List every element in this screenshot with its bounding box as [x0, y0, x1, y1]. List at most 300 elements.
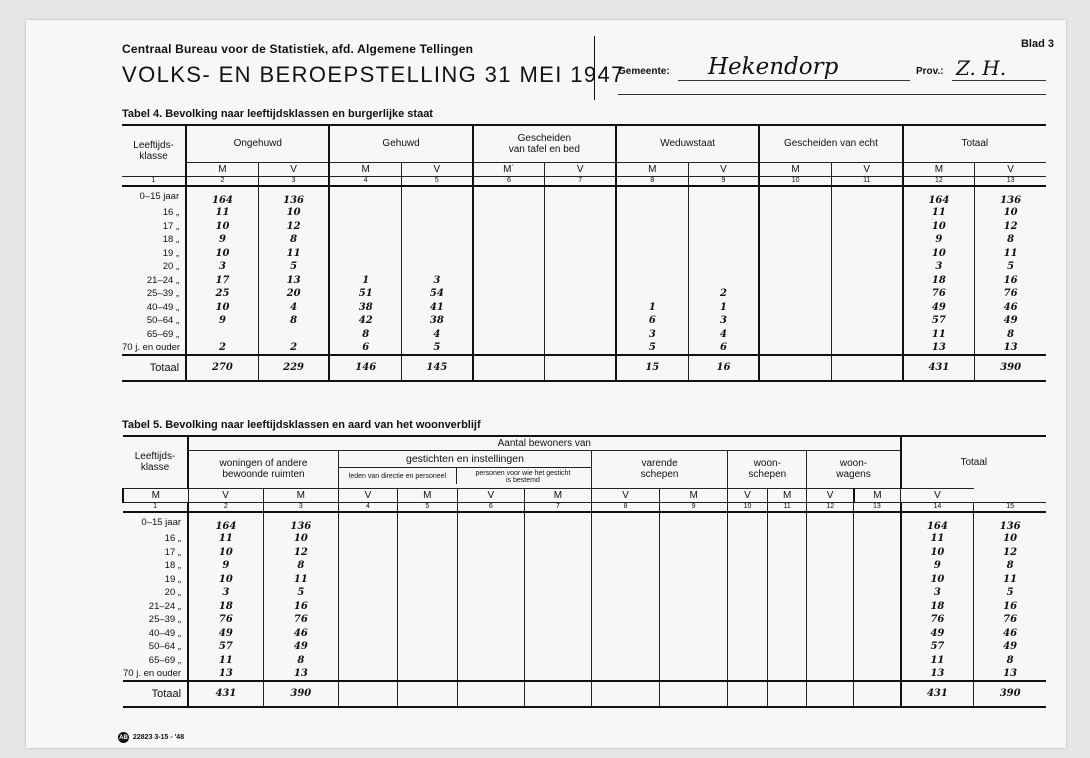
t5-value-cell: [807, 600, 854, 614]
t4-row: [122, 301, 1046, 315]
t4-value-cell: 57: [903, 314, 975, 328]
t5-value-cell: [338, 559, 397, 573]
t4-row: [122, 287, 1046, 301]
t4-value-cell: [759, 314, 831, 328]
t5-col-number: 8: [591, 502, 659, 512]
t5-value-cell: [728, 559, 768, 573]
t4-value-cell: 16: [975, 274, 1046, 288]
t5-value-cell: [524, 559, 591, 573]
t4-value-cell: 10: [258, 206, 329, 220]
t4-value-cell: 25: [186, 287, 258, 301]
t5-value-cell: 11: [901, 654, 974, 668]
t5-value-cell: 136: [263, 512, 338, 532]
t5-value-cell: [660, 640, 728, 654]
prov-label: Prov.:: [916, 66, 944, 77]
t5-value-cell: [767, 600, 807, 614]
t5-value-cell: 57: [188, 640, 263, 654]
t4-value-cell: [545, 186, 616, 206]
t5-value-cell: [591, 613, 659, 627]
t5-value-cell: 3: [188, 586, 263, 600]
t4-mv-header: M: [186, 162, 258, 176]
t4-row: [122, 186, 1046, 206]
t5-value-cell: [338, 600, 397, 614]
t5-col-number: 1: [123, 502, 188, 512]
t5-age-class: 50–64 „: [148, 641, 182, 653]
t5-value-cell: [807, 546, 854, 560]
t4-value-cell: [329, 247, 401, 261]
t4-total-cell: [473, 355, 545, 381]
t4-value-cell: 9: [903, 233, 975, 247]
t5-value-cell: [524, 654, 591, 668]
t4-value-cell: 5: [616, 341, 688, 355]
t4-value-cell: 54: [402, 287, 473, 301]
t4-value-cell: [759, 287, 831, 301]
t4-value-cell: [688, 220, 759, 234]
t4-value-cell: [329, 233, 401, 247]
t4-value-cell: [616, 260, 688, 274]
t5-value-cell: [660, 586, 728, 600]
t5-value-cell: 164: [901, 512, 974, 532]
t4-value-cell: 38: [402, 314, 473, 328]
t4-value-cell: [545, 341, 616, 355]
t4-value-cell: [402, 247, 473, 261]
t5-value-cell: [524, 613, 591, 627]
t4-col-number: 5: [402, 176, 473, 186]
t4-value-cell: [831, 247, 902, 261]
t5-value-cell: [807, 532, 854, 546]
printer-logo-icon: AB: [118, 732, 129, 743]
t5-value-cell: [854, 512, 901, 532]
t5-total-cell: [728, 681, 768, 707]
t5-value-cell: [457, 546, 524, 560]
t5-mv-header: V: [457, 488, 524, 502]
t5-value-cell: [767, 559, 807, 573]
t4-value-cell: 3: [903, 260, 975, 274]
gemeente-underline: [678, 80, 910, 81]
t4-value-cell: [759, 206, 831, 220]
t4-value-cell: 8: [258, 233, 329, 247]
t5-row: [123, 613, 1046, 627]
t5-value-cell: [338, 640, 397, 654]
t5-total-label: Totaal: [123, 681, 188, 707]
t5-value-cell: 13: [901, 667, 974, 681]
t5-value-cell: [660, 512, 728, 532]
t4-age-class: 70 j. en ouder: [122, 341, 181, 353]
t5-value-cell: [524, 573, 591, 587]
t5-total-cell: [338, 681, 397, 707]
t4-value-cell: [545, 206, 616, 220]
t5-value-cell: 49: [901, 627, 974, 641]
t5-total-cell: [457, 681, 524, 707]
t4-row: [122, 314, 1046, 328]
t4-col-number: 11: [831, 176, 902, 186]
t5-value-cell: 49: [263, 640, 338, 654]
t5-row: [123, 573, 1046, 587]
t4-value-cell: [831, 287, 902, 301]
t5-value-cell: [807, 559, 854, 573]
t5-row: [123, 546, 1046, 560]
t5-gest-sub-directie: leden van directie en personeel: [339, 468, 457, 484]
t4-value-cell: [329, 260, 401, 274]
t4-value-cell: [688, 274, 759, 288]
t4-row: [122, 260, 1046, 274]
t5-mv-header: M: [767, 488, 807, 502]
t4-age-class: 17 „: [162, 220, 180, 232]
t5-value-cell: [591, 586, 659, 600]
table5-caption: Tabel 5. Bevolking naar leeftijdsklassen en aard van het woonverblijf: [122, 419, 481, 431]
t4-age-class: 25–39 „: [146, 288, 180, 300]
t5-value-cell: [854, 586, 901, 600]
t5-value-cell: [660, 667, 728, 681]
t5-value-cell: [728, 546, 768, 560]
t4-value-cell: 11: [903, 328, 975, 342]
t4-col-number: 9: [688, 176, 759, 186]
prov-underline: [952, 80, 1046, 81]
t5-value-cell: [397, 559, 457, 573]
table4-burgerlijke-staat: [122, 124, 1046, 382]
t4-value-cell: [831, 220, 902, 234]
t5-value-cell: [767, 586, 807, 600]
t4-value-cell: 11: [975, 247, 1046, 261]
t5-age-class: 20 „: [164, 587, 182, 599]
t5-value-cell: [397, 512, 457, 532]
t5-col-number: 15: [974, 502, 1046, 512]
t5-total-cell: 390: [263, 681, 338, 707]
t5-age-class: 0–15 jaar: [141, 517, 182, 528]
t5-total-cell: 431: [188, 681, 263, 707]
t4-total-cell: 270: [186, 355, 258, 381]
t5-value-cell: 76: [188, 613, 263, 627]
t4-value-cell: [258, 328, 329, 342]
t4-value-cell: 136: [975, 186, 1046, 206]
t4-value-cell: [473, 220, 545, 234]
t5-total-cell: [854, 681, 901, 707]
t4-age-class: 19 „: [162, 247, 180, 259]
t5-value-cell: [397, 667, 457, 681]
t5-value-cell: [591, 667, 659, 681]
t5-mv-header: V: [807, 488, 854, 502]
t4-value-cell: 13: [258, 274, 329, 288]
t5-value-cell: [728, 532, 768, 546]
t5-value-cell: [728, 586, 768, 600]
t5-value-cell: [338, 667, 397, 681]
t4-value-cell: 38: [329, 301, 401, 315]
t5-group-woningen: woningen of andere bewoonde ruimten: [188, 450, 338, 488]
t5-row: [123, 532, 1046, 546]
t5-value-cell: [807, 627, 854, 641]
census-form-sheet: [26, 20, 1066, 748]
t4-value-cell: 1: [688, 301, 759, 315]
t5-value-cell: [524, 640, 591, 654]
t4-value-cell: [831, 341, 902, 355]
t4-group-gescheiden-tafel-bed: Gescheiden van tafel en bed: [473, 125, 616, 162]
t5-value-cell: 49: [188, 627, 263, 641]
t5-value-cell: [854, 600, 901, 614]
t4-col-number: 6: [473, 176, 545, 186]
t4-age-class: 18 „: [162, 234, 180, 246]
t4-value-cell: 49: [975, 314, 1046, 328]
t4-age-class: 40–49 „: [146, 301, 180, 313]
t4-value-cell: 76: [975, 287, 1046, 301]
t5-value-cell: 8: [974, 559, 1046, 573]
t4-value-cell: 17: [186, 274, 258, 288]
t4-row: [122, 206, 1046, 220]
t5-value-cell: 16: [263, 600, 338, 614]
t4-age-class: 50–64 „: [146, 315, 180, 327]
t5-value-cell: 13: [188, 667, 263, 681]
t5-value-cell: 10: [901, 573, 974, 587]
t4-value-cell: 18: [903, 274, 975, 288]
t5-value-cell: [397, 613, 457, 627]
t4-value-cell: [329, 206, 401, 220]
t4-value-cell: 164: [903, 186, 975, 206]
t4-value-cell: [402, 206, 473, 220]
t5-total-cell: [807, 681, 854, 707]
t5-value-cell: [854, 532, 901, 546]
t5-total-cell: [767, 681, 807, 707]
t5-col-number: 13: [854, 502, 901, 512]
t4-value-cell: 10: [186, 247, 258, 261]
t5-value-cell: [854, 627, 901, 641]
t5-age-class: 16 „: [164, 533, 182, 545]
t4-mv-header: V: [975, 162, 1046, 176]
t5-value-cell: 12: [974, 546, 1046, 560]
t4-value-cell: 3: [616, 328, 688, 342]
t4-total-cell: [759, 355, 831, 381]
t4-mv-header: V: [258, 162, 329, 176]
t4-value-cell: [473, 206, 545, 220]
t4-col-number: 2: [186, 176, 258, 186]
t4-total-cell: 16: [688, 355, 759, 381]
t4-value-cell: [473, 233, 545, 247]
t4-value-cell: 10: [903, 220, 975, 234]
t5-value-cell: 11: [974, 573, 1046, 587]
t4-row: [122, 233, 1046, 247]
t4-value-cell: [473, 260, 545, 274]
t4-value-cell: [402, 220, 473, 234]
t5-value-cell: [524, 667, 591, 681]
t5-value-cell: 46: [263, 627, 338, 641]
t5-row: [123, 559, 1046, 573]
t5-value-cell: [728, 600, 768, 614]
t4-value-cell: [545, 314, 616, 328]
t5-col-number: 7: [524, 502, 591, 512]
t5-value-cell: [397, 532, 457, 546]
t5-value-cell: [338, 654, 397, 668]
t5-total-cell: [397, 681, 457, 707]
t4-age-class: 0–15 jaar: [139, 191, 180, 202]
t5-value-cell: [854, 546, 901, 560]
t4-value-cell: 13: [975, 341, 1046, 355]
t5-value-cell: [854, 667, 901, 681]
t5-value-cell: [338, 586, 397, 600]
prov-value: Z. H.: [956, 56, 1007, 80]
t5-age-class: 65–69 „: [148, 654, 182, 666]
t5-value-cell: 10: [188, 573, 263, 587]
table5-woonverblijf: [122, 435, 1046, 708]
t4-group-gehuwd: Gehuwd: [329, 125, 472, 162]
t4-value-cell: [402, 260, 473, 274]
t5-value-cell: 18: [901, 600, 974, 614]
t5-value-cell: 10: [901, 546, 974, 560]
t5-col-number: 10: [728, 502, 768, 512]
t4-value-cell: 6: [616, 314, 688, 328]
t4-col-number: 4: [329, 176, 401, 186]
t4-value-cell: [831, 233, 902, 247]
t4-col-number: 10: [759, 176, 831, 186]
t4-value-cell: 1: [616, 301, 688, 315]
t4-value-cell: [402, 186, 473, 206]
t5-row: [123, 586, 1046, 600]
gemeente-value: Hekendorp: [708, 54, 839, 80]
t5-value-cell: 9: [188, 559, 263, 573]
t4-mv-header: M˙: [473, 162, 545, 176]
t5-value-cell: [338, 546, 397, 560]
t5-value-cell: [767, 627, 807, 641]
t5-value-cell: 10: [974, 532, 1046, 546]
t5-value-cell: [591, 640, 659, 654]
t4-value-cell: [473, 247, 545, 261]
t5-mv-header: M: [660, 488, 728, 502]
t5-mv-header: M: [524, 488, 591, 502]
t4-value-cell: [759, 260, 831, 274]
t4-value-cell: [831, 301, 902, 315]
t5-value-cell: 76: [974, 613, 1046, 627]
t4-value-cell: 76: [903, 287, 975, 301]
t4-value-cell: [616, 206, 688, 220]
t4-mv-header: V: [545, 162, 616, 176]
t4-value-cell: 20: [258, 287, 329, 301]
t5-value-cell: [457, 600, 524, 614]
print-code-footer: [118, 732, 184, 743]
t4-value-cell: [473, 301, 545, 315]
t4-group-gescheiden-echt: Gescheiden van echt: [759, 125, 902, 162]
t4-value-cell: [688, 186, 759, 206]
t5-col-number: 3: [263, 502, 338, 512]
t4-value-cell: 6: [688, 341, 759, 355]
t4-value-cell: 46: [975, 301, 1046, 315]
t4-value-cell: [831, 260, 902, 274]
t5-gest-sub-personen: personen voor wie het gesticht is bestemd: [475, 469, 571, 484]
t4-value-cell: [831, 186, 902, 206]
t4-value-cell: 11: [258, 247, 329, 261]
t4-age-class: 65–69 „: [146, 328, 180, 340]
t4-total-cell: 145: [402, 355, 473, 381]
t5-mv-header: V: [728, 488, 768, 502]
t5-value-cell: 3: [901, 586, 974, 600]
t5-mv-header: V: [338, 488, 397, 502]
t5-value-cell: [338, 532, 397, 546]
t4-value-cell: 8: [329, 328, 401, 342]
t5-value-cell: [728, 573, 768, 587]
t5-value-cell: [591, 627, 659, 641]
t4-value-cell: [473, 328, 545, 342]
t4-value-cell: [759, 233, 831, 247]
t5-value-cell: [767, 640, 807, 654]
t4-mv-header: V: [831, 162, 902, 176]
t5-value-cell: [397, 600, 457, 614]
t4-total-cell: 431: [903, 355, 975, 381]
t5-value-cell: [807, 640, 854, 654]
t4-value-cell: 5: [975, 260, 1046, 274]
t5-mv-header: V: [901, 488, 974, 502]
t5-value-cell: [660, 559, 728, 573]
t4-value-cell: 11: [903, 206, 975, 220]
t4-row: [122, 220, 1046, 234]
t5-age-class: 25–39 „: [148, 614, 182, 626]
t5-age-class: 19 „: [164, 573, 182, 585]
t4-value-cell: [831, 314, 902, 328]
t5-value-cell: [660, 654, 728, 668]
t5-value-cell: [728, 640, 768, 654]
t4-value-cell: 8: [975, 233, 1046, 247]
t4-value-cell: [545, 260, 616, 274]
t5-value-cell: [767, 654, 807, 668]
t5-total-cell: [524, 681, 591, 707]
t4-value-cell: 41: [402, 301, 473, 315]
t4-total-cell: 15: [616, 355, 688, 381]
t4-value-cell: [329, 220, 401, 234]
t5-col-label: Leeftijds- klasse: [123, 436, 188, 488]
t5-value-cell: 164: [188, 512, 263, 532]
t5-value-cell: [660, 613, 728, 627]
t4-value-cell: 164: [186, 186, 258, 206]
t4-value-cell: 49: [903, 301, 975, 315]
t5-value-cell: 5: [263, 586, 338, 600]
t5-value-cell: [397, 640, 457, 654]
t4-value-cell: 51: [329, 287, 401, 301]
t4-value-cell: 10: [903, 247, 975, 261]
t5-row: [123, 627, 1046, 641]
t4-value-cell: [616, 247, 688, 261]
t4-value-cell: [616, 186, 688, 206]
t4-value-cell: 9: [186, 314, 258, 328]
t4-value-cell: [616, 220, 688, 234]
t5-value-cell: [397, 573, 457, 587]
t4-mv-header: M: [329, 162, 401, 176]
t4-value-cell: 10: [186, 301, 258, 315]
t5-total-cell: [591, 681, 659, 707]
gemeente-label: Gemeente:: [618, 66, 670, 77]
t4-row: [122, 341, 1046, 355]
t4-value-cell: 42: [329, 314, 401, 328]
t4-value-cell: [831, 328, 902, 342]
t5-value-cell: [397, 627, 457, 641]
t4-value-cell: [402, 233, 473, 247]
t4-value-cell: [329, 186, 401, 206]
t4-group-ongehuwd: Ongehuwd: [186, 125, 329, 162]
t4-col-label: Leeftijds- klasse: [122, 125, 186, 176]
t4-value-cell: [831, 274, 902, 288]
t5-mv-header: V: [591, 488, 659, 502]
t4-value-cell: [759, 220, 831, 234]
t5-value-cell: 13: [263, 667, 338, 681]
t5-value-cell: [660, 546, 728, 560]
t5-age-class: 17 „: [164, 546, 182, 558]
t4-group-totaal: Totaal: [903, 125, 1046, 162]
t4-col-number: 1: [122, 176, 186, 186]
t5-value-cell: [591, 512, 659, 532]
t4-value-cell: [759, 247, 831, 261]
t4-value-cell: 5: [402, 341, 473, 355]
t5-value-cell: [524, 627, 591, 641]
t4-mv-header: M: [616, 162, 688, 176]
t5-value-cell: 49: [974, 640, 1046, 654]
t5-group-woonschepen: woon- schepen: [728, 450, 807, 488]
t5-total-cell: [660, 681, 728, 707]
t5-value-cell: [591, 654, 659, 668]
t5-value-cell: 12: [263, 546, 338, 560]
